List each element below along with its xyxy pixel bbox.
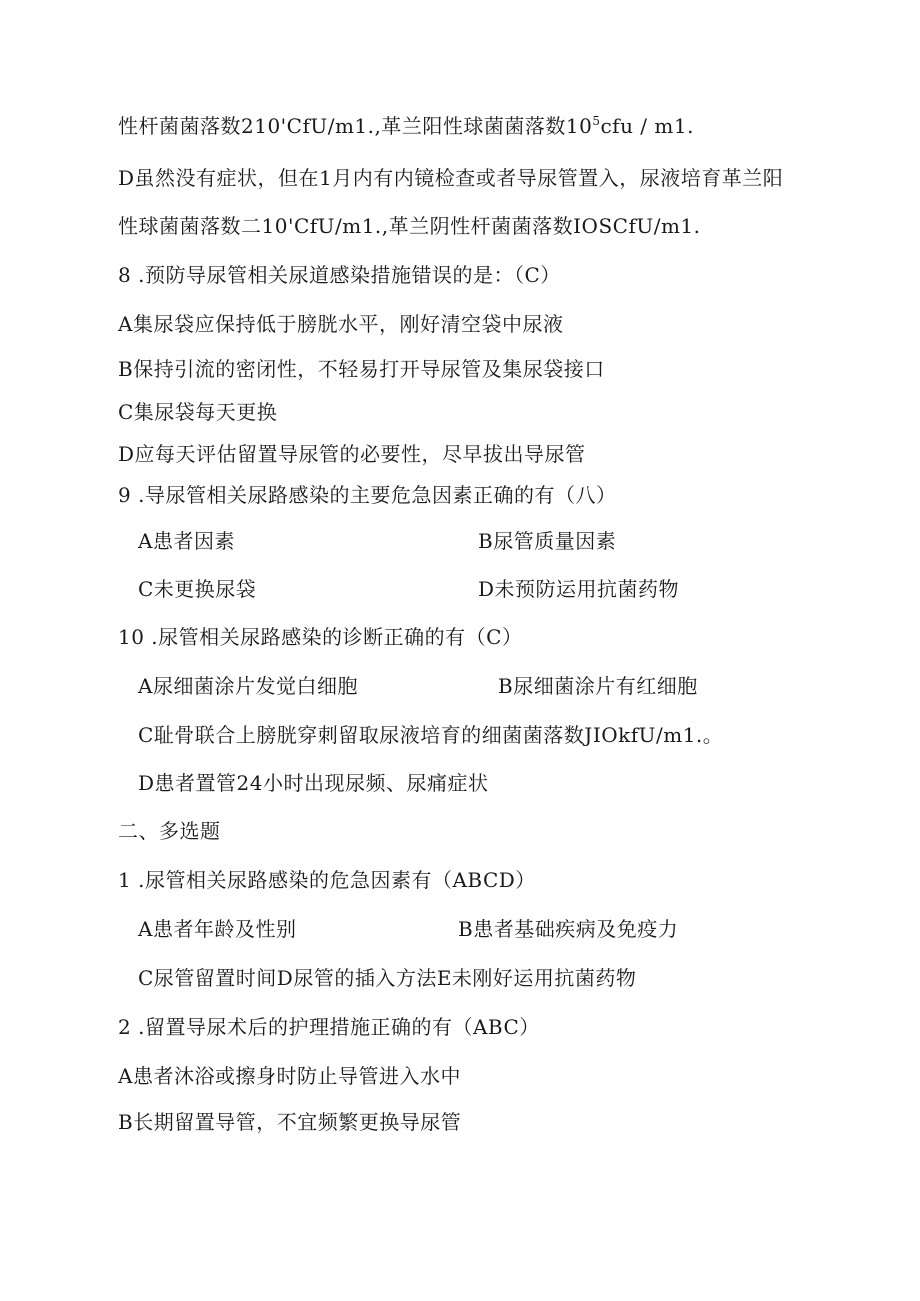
question-8: 8 .预防导尿管相关尿道感染措施错误的是：（C） (118, 263, 561, 287)
question-8-option-b: B保持引流的密闭性，不轻易打开导尿管及集尿袋接口 (118, 357, 605, 381)
question-9-option-d: D未预防运用抗菌药物 (478, 577, 680, 601)
question-9: 9 .导尿管相关尿路感染的主要危急因素正确的有（八） (118, 483, 617, 507)
multi-question-2-option-a: A患者沐浴或擦身时防止导管进入水中 (118, 1064, 461, 1088)
question-8-option-d: D应每天评估留置导尿管的必要性，尽早拔出导尿管 (118, 442, 586, 466)
question-10-option-b: B尿细菌涂片有红细胞 (498, 674, 698, 698)
question-10-option-c: C耻骨联合上膀胱穿刺留取尿液培育的细菌菌落数JIOkfU/m1.。 (138, 723, 724, 747)
question-10-option-d: D患者置管24小时出现尿频、尿痛症状 (138, 771, 489, 795)
multi-question-2-option-b: B长期留置导管，不宜频繁更换导尿管 (118, 1110, 462, 1134)
question-9-option-a: A患者因素 (138, 529, 235, 553)
text-line-1 (118, 112, 694, 140)
question-9-option-b: B尿管质量因素 (478, 529, 617, 553)
section-heading-multiple-choice: 二、多选题 (118, 819, 221, 843)
text-line-1-superscript: 5 (592, 114, 601, 128)
multi-question-1-option-a: A患者年龄及性别 (138, 917, 297, 941)
multi-question-1-options-cde: C尿管留置时间D尿管的插入方法E未刚好运用抗菌药物 (138, 966, 637, 990)
question-10: 10 .尿管相关尿路感染的诊断正确的有（C） (118, 625, 523, 649)
text-line-2: D虽然没有症状，但在1月内有内镜检查或者导尿管置入，尿液培育革兰阳 (118, 166, 784, 190)
multi-question-1: 1 .尿管相关尿路感染的危急因素有（ABCD） (118, 868, 536, 892)
question-8-option-c: C集尿袋每天更换 (118, 400, 278, 424)
question-9-option-c: C未更换尿袋 (138, 577, 257, 601)
question-10-option-a: A尿细菌涂片发觉白细胞 (138, 674, 358, 698)
multi-question-1-option-b: B患者基础疾病及免疫力 (458, 917, 679, 941)
text-line-3: 性球菌菌落数二10'CfU/m1.,革兰阴性杆菌菌落数IOSCfU/m1. (118, 214, 701, 238)
question-8-option-a: A集尿袋应保持低于膀胱水平，刚好清空袋中尿液 (118, 312, 564, 336)
text-line-1-main: 性杆菌菌落数210'CfU/m1.,革兰阳性球菌菌落数10 (118, 114, 593, 138)
text-line-1-tail: cfu / m1. (600, 114, 694, 138)
multi-question-2: 2 .留置导尿术后的护理措施正确的有（ABC） (118, 1015, 540, 1039)
